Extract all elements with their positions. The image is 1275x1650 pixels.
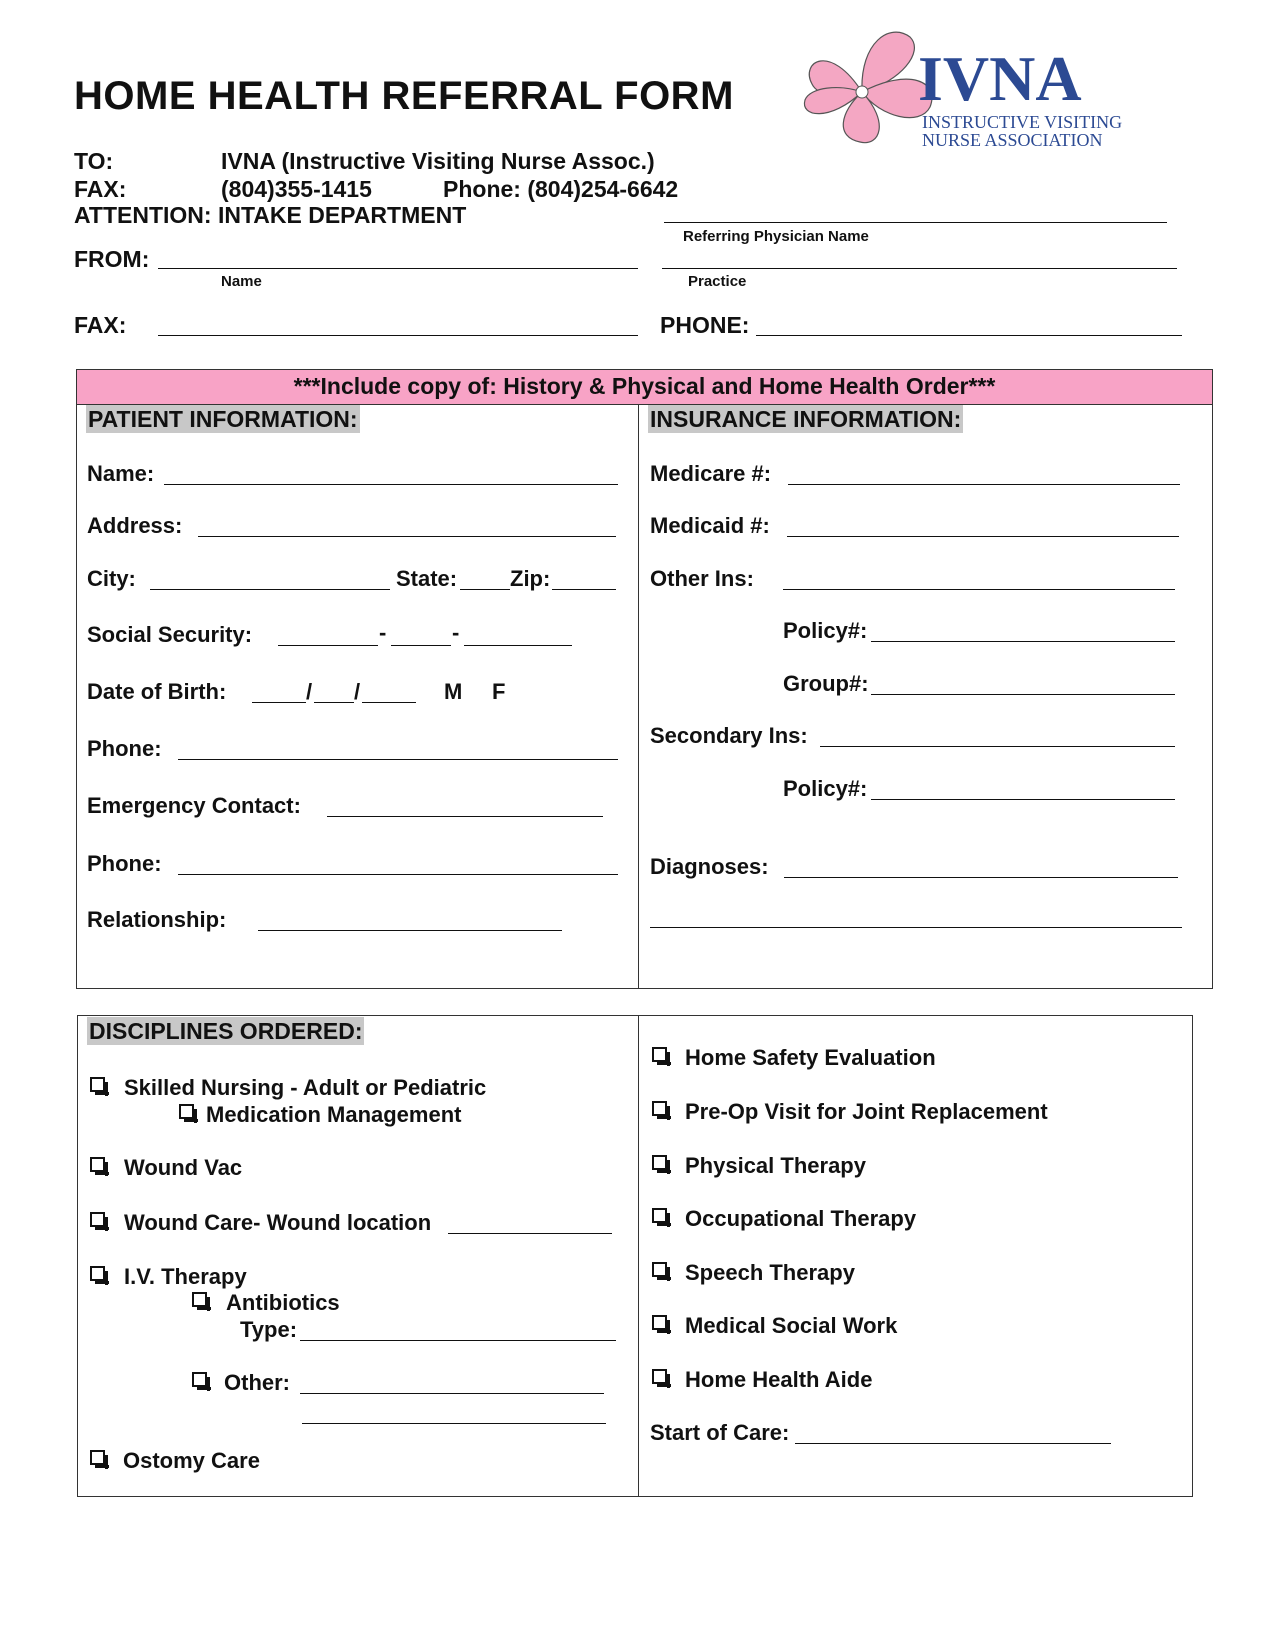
dob-label: Date of Birth:: [87, 679, 227, 704]
skilled-nursing-checkbox[interactable]: [90, 1077, 105, 1092]
diagnoses-field-1[interactable]: [784, 877, 1178, 878]
from-name-field[interactable]: [158, 268, 638, 269]
other-ins-label: Other Ins:: [650, 566, 754, 591]
medical-social-work-checkbox[interactable]: [652, 1315, 667, 1330]
preop-visit-checkbox[interactable]: [652, 1101, 667, 1116]
iv-therapy-checkbox[interactable]: [90, 1266, 105, 1281]
patient-city-label: City:: [87, 566, 136, 591]
wound-vac-checkbox[interactable]: [90, 1157, 105, 1172]
practice-field[interactable]: [662, 268, 1177, 269]
ssn-part2-field[interactable]: [391, 645, 451, 646]
iv-other-checkbox[interactable]: [192, 1372, 207, 1387]
from-phone-label: PHONE:: [660, 312, 750, 338]
include-copy-banner: ***Include copy of: History & Physical and Home Health Order***: [76, 369, 1213, 405]
logo-line1: INSTRUCTIVE VISITING: [922, 112, 1123, 132]
ssn-dash-2: -: [452, 620, 460, 645]
emergency-contact-label: Emergency Contact:: [87, 793, 301, 818]
other-ins-field[interactable]: [783, 589, 1175, 590]
relationship-field[interactable]: [258, 930, 562, 931]
ivna-logo: [800, 22, 1145, 157]
antibiotic-type-label: Type:: [240, 1317, 298, 1342]
patient-name-field[interactable]: [164, 484, 618, 485]
skilled-nursing-label: Skilled Nursing - Adult or Pediatric: [124, 1075, 487, 1100]
wound-care-label: Wound Care- Wound location: [124, 1210, 432, 1235]
patient-zip-label: Zip:: [510, 566, 551, 591]
sex-f-option[interactable]: F: [492, 679, 506, 704]
patient-city-field[interactable]: [150, 589, 390, 590]
home-health-aide-checkbox[interactable]: [652, 1369, 667, 1384]
wound-location-field[interactable]: [448, 1233, 612, 1234]
insurance-info-heading: INSURANCE INFORMATION:: [650, 406, 962, 432]
group-label: Group#:: [783, 671, 869, 696]
logo-letters: IVNA: [918, 43, 1082, 114]
dob-slash-1: /: [306, 679, 313, 704]
logo-line2: NURSE ASSOCIATION: [922, 130, 1103, 150]
from-fax-field[interactable]: [158, 335, 638, 336]
emergency-contact-field[interactable]: [327, 816, 603, 817]
dob-day-field[interactable]: [314, 702, 354, 703]
secondary-policy-label: Policy#:: [783, 776, 868, 801]
ssn-part1-field[interactable]: [278, 645, 378, 646]
secondary-ins-label: Secondary Ins:: [650, 723, 808, 748]
patient-insurance-box: [76, 369, 1213, 989]
occupational-therapy-label: Occupational Therapy: [685, 1206, 917, 1231]
antibiotic-type-field[interactable]: [300, 1340, 616, 1341]
patient-zip-field[interactable]: [552, 589, 616, 590]
physical-therapy-label: Physical Therapy: [685, 1153, 866, 1178]
patient-info-heading: PATIENT INFORMATION:: [88, 406, 358, 432]
patient-phone-field[interactable]: [178, 759, 618, 760]
medicare-field[interactable]: [788, 484, 1180, 485]
emergency-phone-field[interactable]: [178, 874, 618, 875]
medicare-label: Medicare #:: [650, 461, 772, 486]
dob-month-field[interactable]: [252, 702, 306, 703]
medicaid-field[interactable]: [787, 536, 1179, 537]
dob-slash-2: /: [354, 679, 361, 704]
patient-state-label: State:: [396, 566, 458, 591]
dob-year-field[interactable]: [362, 702, 416, 703]
policy-field[interactable]: [871, 641, 1175, 642]
speech-therapy-label: Speech Therapy: [685, 1260, 855, 1285]
from-fax-label: FAX:: [74, 312, 127, 338]
referring-physician-field[interactable]: [664, 222, 1167, 223]
ssn-label: Social Security:: [87, 622, 253, 647]
wound-care-checkbox[interactable]: [90, 1212, 105, 1227]
home-health-aide-label: Home Health Aide: [685, 1367, 873, 1392]
iv-therapy-label: I.V. Therapy: [124, 1264, 247, 1289]
emergency-phone-label: Phone:: [87, 851, 162, 876]
to-value: IVNA (Instructive Visiting Nurse Assoc.): [221, 148, 655, 174]
iv-other-field-1[interactable]: [300, 1393, 604, 1394]
iv-other-field-2[interactable]: [302, 1423, 606, 1424]
name-caption: Name: [221, 273, 262, 290]
policy-label: Policy#:: [783, 618, 868, 643]
speech-therapy-checkbox[interactable]: [652, 1262, 667, 1277]
antibiotics-label: Antibiotics: [226, 1290, 340, 1315]
secondary-ins-field[interactable]: [820, 746, 1175, 747]
referring-physician-caption: Referring Physician Name: [683, 228, 869, 245]
disciplines-heading: DISCIPLINES ORDERED:: [89, 1018, 363, 1044]
ssn-part3-field[interactable]: [464, 645, 572, 646]
home-safety-label: Home Safety Evaluation: [685, 1045, 936, 1070]
ostomy-care-checkbox[interactable]: [90, 1450, 105, 1465]
patient-name-label: Name:: [87, 461, 155, 486]
patient-insurance-divider: [638, 405, 639, 989]
medication-management-checkbox[interactable]: [179, 1104, 194, 1119]
diagnoses-label: Diagnoses:: [650, 854, 769, 879]
patient-address-label: Address:: [87, 513, 183, 538]
diagnoses-field-2[interactable]: [650, 927, 1182, 928]
from-phone-field[interactable]: [756, 335, 1182, 336]
disciplines-divider: [638, 1015, 639, 1497]
antibiotics-checkbox[interactable]: [192, 1292, 207, 1307]
sex-m-option[interactable]: M: [444, 679, 463, 704]
medication-management-label: Medication Management: [206, 1102, 462, 1127]
medical-social-work-label: Medical Social Work: [685, 1313, 898, 1338]
preop-visit-label: Pre-Op Visit for Joint Replacement: [685, 1099, 1048, 1124]
group-field[interactable]: [871, 694, 1175, 695]
from-label: FROM:: [74, 246, 150, 272]
flower-icon: [800, 22, 1145, 157]
start-of-care-label: Start of Care:: [650, 1420, 790, 1445]
physical-therapy-checkbox[interactable]: [652, 1155, 667, 1170]
occupational-therapy-checkbox[interactable]: [652, 1208, 667, 1223]
start-of-care-field[interactable]: [795, 1443, 1111, 1444]
to-label: TO:: [74, 148, 114, 174]
home-safety-checkbox[interactable]: [652, 1047, 667, 1062]
patient-state-field[interactable]: [460, 589, 510, 590]
relationship-label: Relationship:: [87, 907, 227, 932]
phone-value: Phone: (804)254-6642: [443, 176, 679, 202]
practice-caption: Practice: [688, 273, 747, 290]
attention-line: ATTENTION: INTAKE DEPARTMENT: [74, 202, 467, 228]
wound-vac-label: Wound Vac: [124, 1155, 243, 1180]
secondary-policy-field[interactable]: [871, 799, 1175, 800]
ostomy-care-label: Ostomy Care: [123, 1448, 260, 1473]
iv-other-label: Other:: [224, 1370, 290, 1395]
fax-label: FAX:: [74, 176, 127, 202]
patient-address-field[interactable]: [198, 536, 616, 537]
form-title: HOME HEALTH REFERRAL FORM: [74, 74, 734, 118]
fax-value: (804)355-1415: [221, 176, 372, 202]
ssn-dash-1: -: [379, 620, 387, 645]
patient-phone-label: Phone:: [87, 736, 162, 761]
medicaid-label: Medicaid #:: [650, 513, 770, 538]
